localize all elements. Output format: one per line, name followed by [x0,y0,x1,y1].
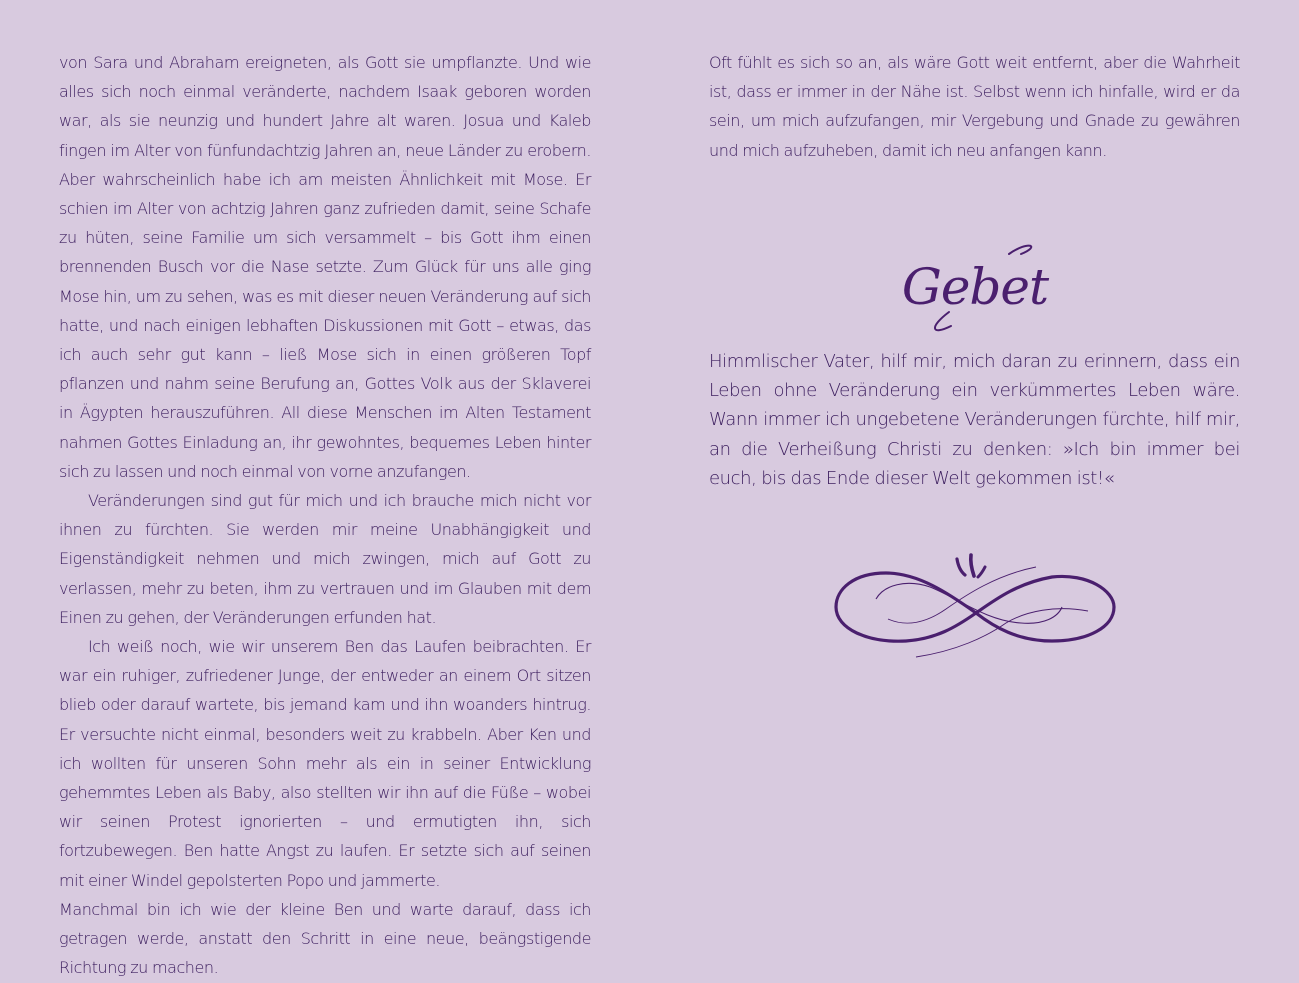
prayer-heading [709,232,1240,342]
ornament-infinity-loop-icon [836,573,1114,641]
heading-swash-icon [1009,246,1031,254]
flourish-ornament-icon [826,545,1126,674]
left-paragraph-4: Manchmal bin ich wie der kleine Ben und warte darauf, dass ich getragen werde, anstatt den Schritt in eine neue, beängstigende Richtung zu machen. [59,899,591,978]
prayer-text: Himmlischer Vater, hilf mir, mich daran zu erinnern, dass ein Leben ohne Veränderung ein verkümmertes Leben wäre. Wann immer ich ungebetene Veränderungen fürchte, hilf mir, an die Verheißung Christi zu denken: »Ich bin immer bei euch, bis das Ende dieser Welt gekommen ist!« [709,351,1240,489]
left-page [59,48,591,983]
heading-text: Gebet [901,258,1049,316]
ornament-drop-center-icon [971,555,974,576]
ornament-drop-right-icon [978,567,985,577]
right-paragraph: Oft fühlt es sich so an, als wäre Gott weit entfernt, aber die Wahrheit ist, dass er immer in der Nähe ist. Selbst wenn ich hinfalle, wird er da sein, um mich aufzufangen, mir Vergebung und Gnade zu gewähren und mich aufzuheben, damit ich neu anfangen kann. [709,53,1240,160]
left-paragraph-1: von Sara und Abraham ereigneten, als Gott sie umpflanzte. Und wie alles sich noch einmal veränderte, nachdem Isaak geboren worden war, als sie neunzig und hundert Jahre alt waren. Josua und Kaleb fingen im Alter von fünfundachtzig Jahren an, neue Länder zu erobern. Aber wahrscheinlich habe ich am meisten Ähnlichkeit mit Mose. Er schien im Alter von achtzig Jahren ganz zufrieden damit, seine Schafe zu hüten, seine Familie um sich versammelt – bis Gott ihm einen brennenden Busch vor die Nase setzte. Zum Glück für uns alle ging Mose hin, um zu sehen, was es mit dieser neuen Veränderung auf sich hatte, und nach einigen lebhaften Diskussionen mit Gott – etwas, das ich auch sehr gut kann – ließ Mose sich in einen größeren Topf pflanzen und nahm seine Berufung an, Gottes Volk aus der Sklaverei in Ägypten herauszuführen. All diese Menschen im Alten Testament nahmen Gottes Einladung an, ihr gewohntes, bequemes Leben hinter sich zu lassen und noch einmal von vorne anzufangen. [59,53,591,481]
prayer-block [709,347,1240,493]
ornament-drop-left-icon [957,559,965,575]
prayer-heading-script [709,232,1240,342]
left-paragraph-3: Ich weiß noch, wie wir unserem Ben das Laufen beibrachten. Er war ein ruhiger, zufriedener Junge, der entweder an einem Ort sitzen blieb oder darauf wartete, bis jemand kam und ihn woanders hintrug. Er versuchte nicht einmal, besonders weit zu krabbeln. Aber Ken und ich wollten für unseren Sohn mehr als ein in seiner Entwicklung gehemmtes Leben als Baby, also stellten wir ihn auf die Füße – wobei wir seinen Protest ignorierten – und ermutigten ihn, sich fortzubewegen. Ben hatte Angst zu laufen. Er setzte sich auf seinen mit einer Windel gepolsterten Popo und jammerte. [59,637,591,890]
left-paragraph-2: Veränderungen sind gut für mich und ich brauche mich nicht vor ihnen zu fürchten. Sie werden mir meine Unabhängigkeit und Eigenständigkeit nehmen und mich zwingen, mich auf Gott zu verlassen, mehr zu beten, ihm zu vertrauen und im Glauben mit dem Einen zu gehen, der Veränderungen erfunden hat. [59,491,591,627]
right-page [709,48,1240,165]
flourish-ornament-svg [826,545,1126,670]
